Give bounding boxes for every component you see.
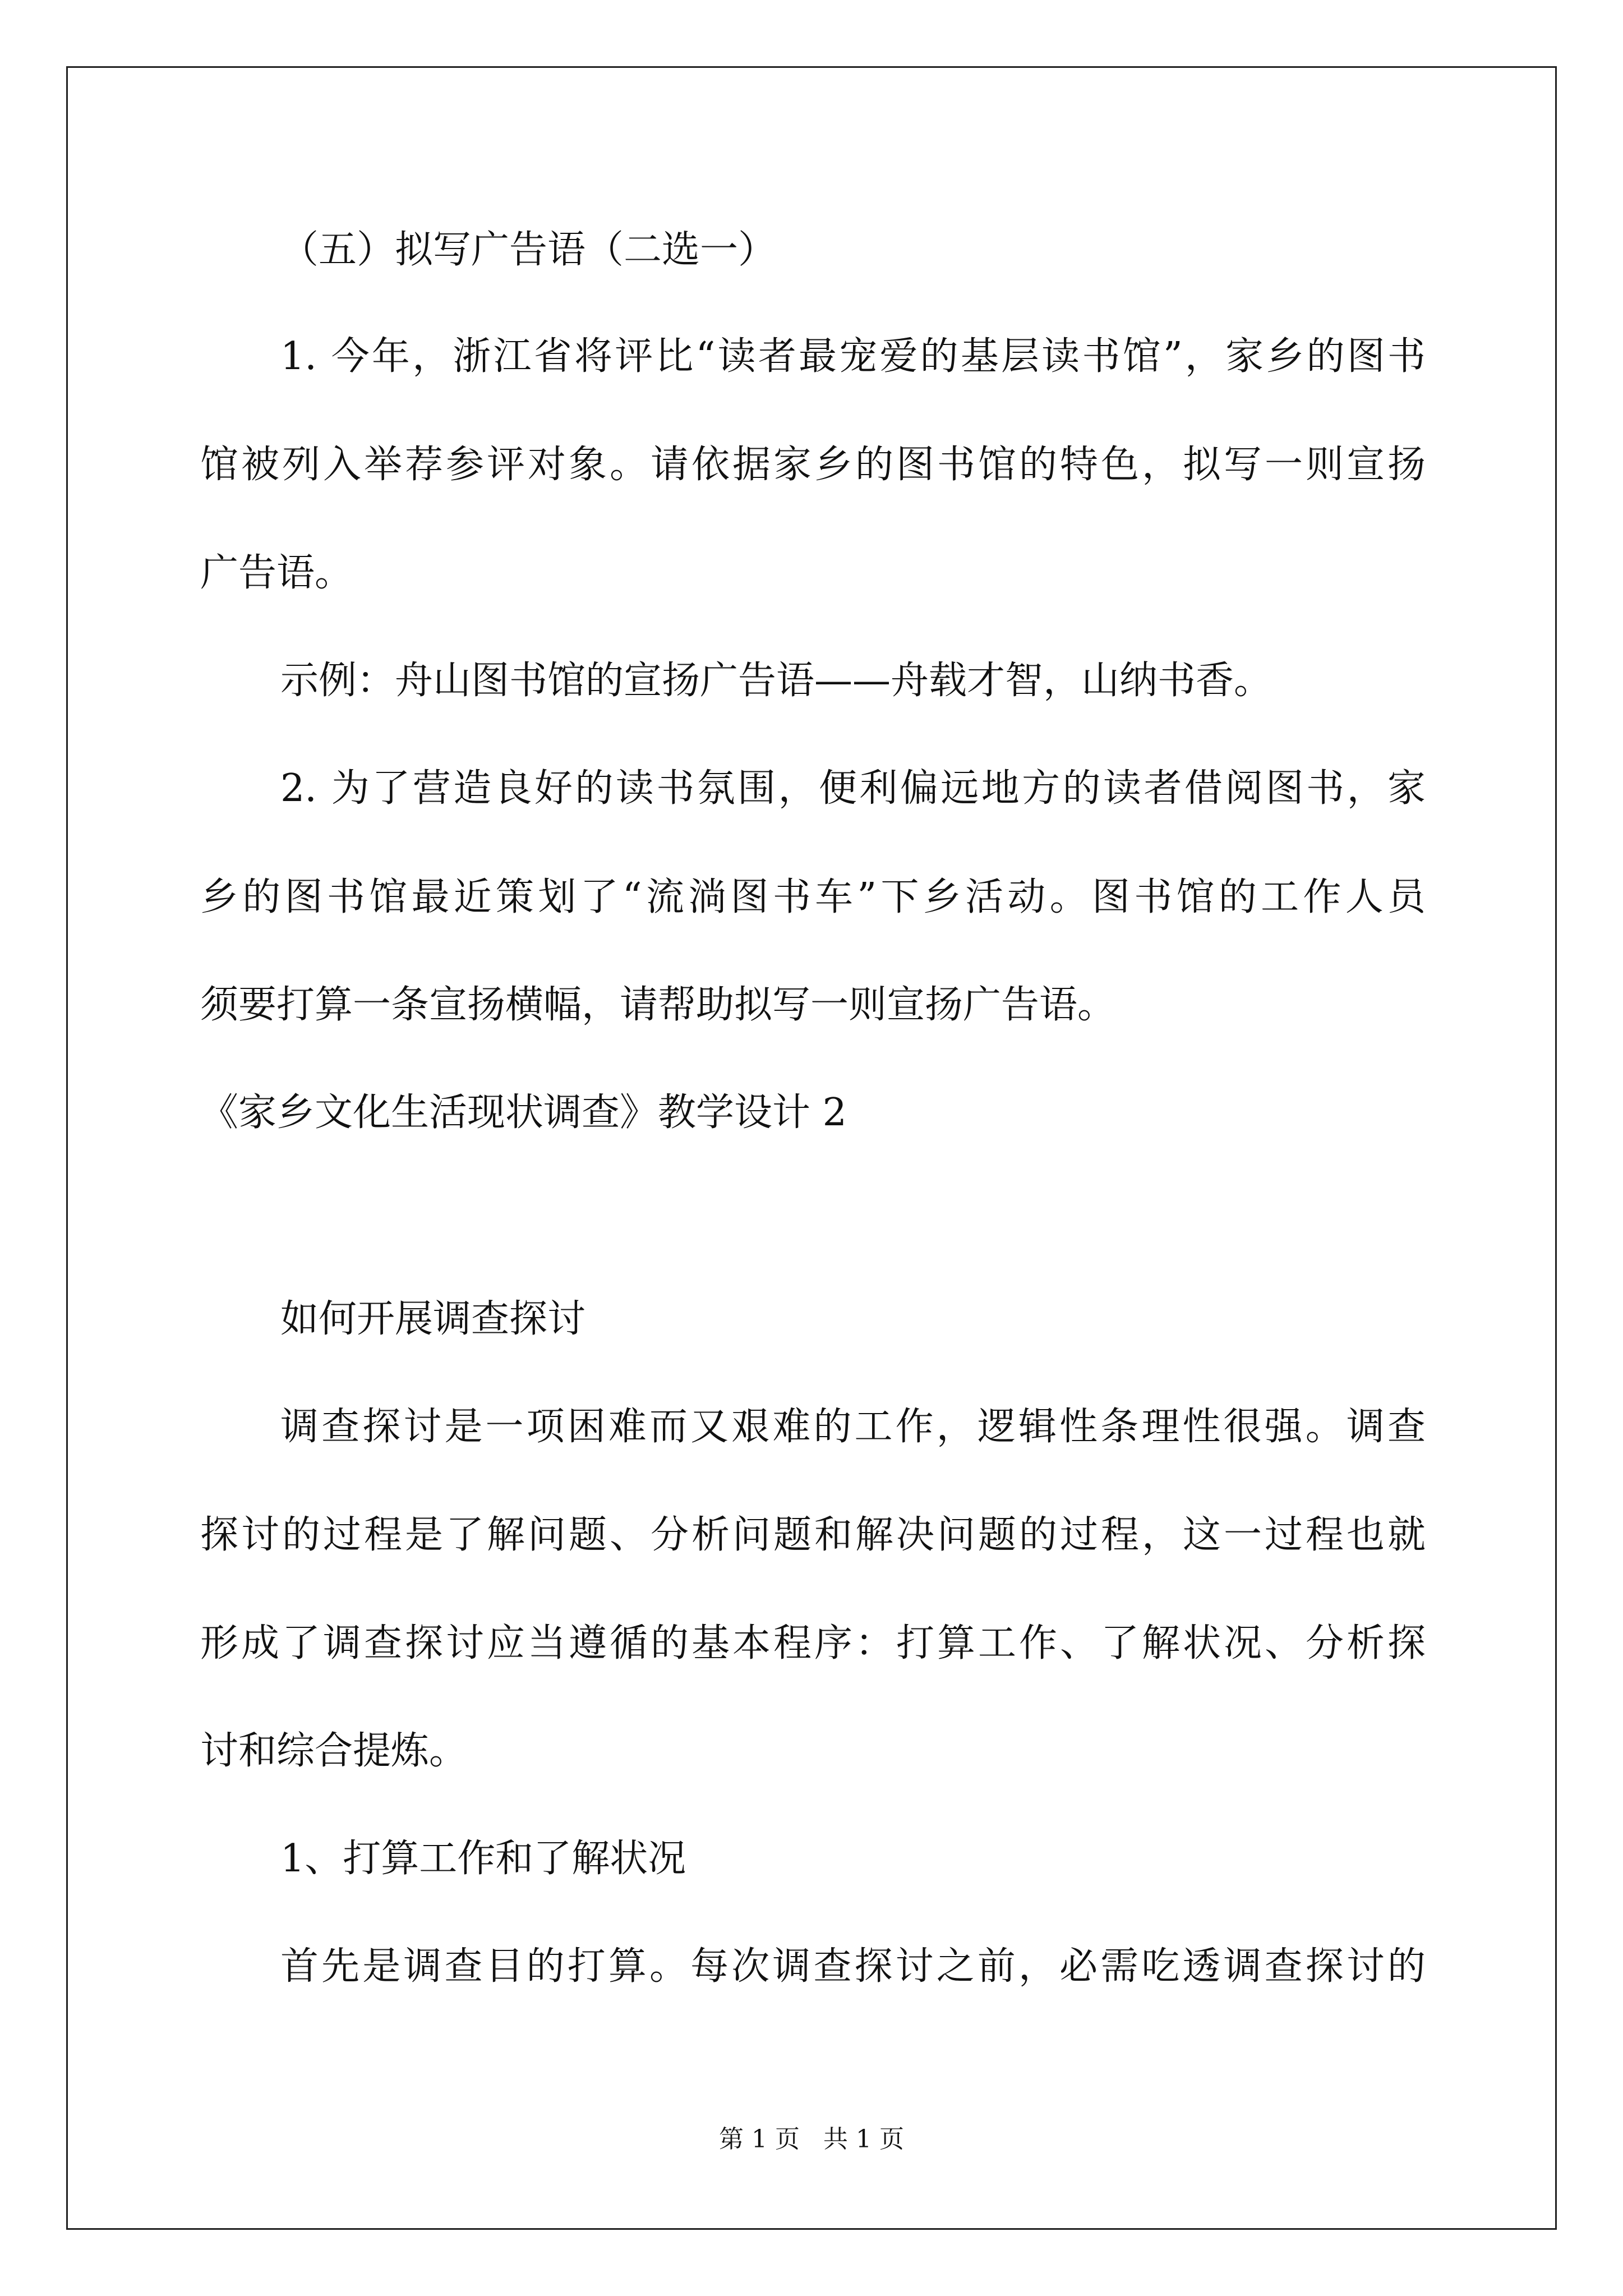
subsection-heading: 如何开展调查探讨 [280, 1297, 586, 1341]
paragraph-line: 调查探讨是一项困难而又艰难的工作，逻辑性条理性很强。调查 [280, 1405, 1426, 1449]
page-number-footer: 第 1 页 共 1 页 [719, 2125, 904, 2154]
paragraph-line: 广告语。 [200, 551, 353, 595]
paragraph-line: 形成了调查探讨应当遵循的基本程序：打算工作、了解状况、分析探 [200, 1621, 1426, 1665]
paragraph-line: 2. 为了营造良好的读书氛围，便利偏远地方的读者借阅图书，家 [280, 766, 1426, 811]
document-title: 《家乡文化生活现状调查》教学设计 2 [200, 1091, 847, 1135]
paragraph-line: 探讨的过程是了解问题、分析问题和解决问题的过程，这一过程也就 [200, 1513, 1426, 1557]
paragraph-line: 首先是调查目的打算。每次调查探讨之前，必需吃透调查探讨的 [280, 1944, 1426, 1989]
paragraph-line: 乡的图书馆最近策划了“流淌图书车”下乡活动。图书馆的工作人员 [200, 875, 1426, 919]
paragraph-line: 须要打算一条宣扬横幅，请帮助拟写一则宣扬广告语。 [200, 983, 1116, 1027]
paragraph-line: 示例：舟山图书馆的宣扬广告语——舟载才智，山纳书香。 [280, 659, 1272, 703]
page-border [66, 66, 1557, 2230]
subsection-heading: 1、打算工作和了解状况 [280, 1837, 686, 1881]
paragraph-line: 讨和综合提炼。 [200, 1729, 468, 1773]
paragraph-line: 1. 今年，浙江省将评比“读者最宠爱的基层读书馆”，家乡的图书 [280, 334, 1426, 379]
paragraph-line: 馆被列入举荐参评对象。请依据家乡的图书馆的特色，拟写一则宣扬 [200, 443, 1426, 487]
section-heading: （五）拟写广告语（二选一） [280, 228, 777, 272]
